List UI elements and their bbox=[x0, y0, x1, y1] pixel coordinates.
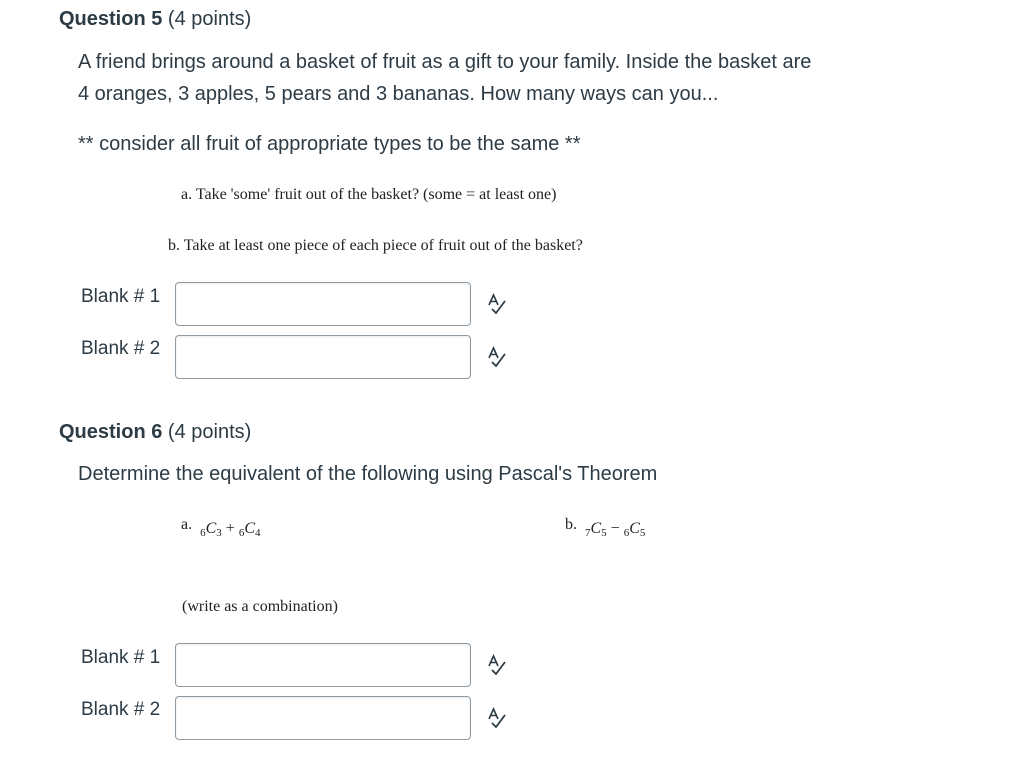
question-5-prompt-line1: A friend brings around a basket of fruit as a gift to your family. Inside the basket are bbox=[78, 51, 812, 73]
part-a-term2-r: 4 bbox=[254, 527, 261, 539]
question-5-part-b: b. Take at least one piece of each piece of fruit out of the basket? bbox=[168, 237, 583, 254]
question-5-prompt-line2: 4 oranges, 3 apples, 5 pears and 3 bananas. How many ways can you... bbox=[78, 83, 719, 105]
question-6-part-a-label: a. bbox=[181, 516, 193, 533]
question-6-blank-2-input[interactable] bbox=[175, 696, 471, 740]
part-a-term1-n: 6 bbox=[200, 527, 206, 539]
part-b-term1-n: 7 bbox=[585, 527, 591, 539]
part-b-term2-r: 5 bbox=[639, 527, 646, 539]
question-5-blank-2-label: Blank # 2 bbox=[81, 338, 161, 359]
part-a-term1-c: C bbox=[205, 520, 217, 537]
part-a-term2-c: C bbox=[244, 520, 255, 537]
question-6-part-b bbox=[565, 516, 645, 539]
question-6-points: (4 points) bbox=[167, 421, 252, 443]
part-b-term1-r: 5 bbox=[601, 527, 607, 539]
question-6-blank-2-label: Blank # 2 bbox=[81, 699, 161, 720]
question-5-blank-2-input[interactable] bbox=[175, 335, 471, 379]
spell-check-icon[interactable] bbox=[486, 346, 508, 368]
question-5-title bbox=[59, 8, 251, 31]
spell-check-icon[interactable] bbox=[486, 293, 508, 315]
part-b-term2-n: 6 bbox=[623, 527, 630, 539]
question-5-part-a: a. Take 'some' fruit out of the basket? (some = at least one) bbox=[181, 186, 557, 203]
question-6-blank-1-label: Blank # 1 bbox=[81, 647, 161, 668]
question-6-blank-1-input[interactable] bbox=[175, 643, 471, 687]
part-b-operator: − bbox=[610, 520, 620, 537]
question-6-title bbox=[59, 421, 251, 444]
question-5-points: (4 points) bbox=[167, 8, 252, 30]
question-6-part-b-label: b. bbox=[565, 516, 577, 533]
question-5-note: ** consider all fruit of appropriate types to be the same ** bbox=[78, 133, 581, 155]
question-6-hint: (write as a combination) bbox=[182, 598, 338, 615]
part-b-term2-c: C bbox=[629, 520, 640, 537]
part-a-term1-r: 3 bbox=[216, 527, 222, 539]
question-5-number: Question 5 bbox=[59, 8, 163, 30]
question-6-number: Question 6 bbox=[59, 421, 163, 443]
question-6-part-a bbox=[181, 516, 260, 539]
part-b-term1-c: C bbox=[590, 520, 602, 537]
question-6-prompt: Determine the equivalent of the following using Pascal's Theorem bbox=[78, 463, 658, 485]
part-a-term2-n: 6 bbox=[238, 527, 245, 539]
spell-check-icon[interactable] bbox=[486, 654, 508, 676]
question-5-blank-1-label: Blank # 1 bbox=[81, 286, 161, 307]
part-a-operator: + bbox=[225, 520, 235, 537]
question-5-blank-1-input[interactable] bbox=[175, 282, 471, 326]
spell-check-icon[interactable] bbox=[486, 707, 508, 729]
